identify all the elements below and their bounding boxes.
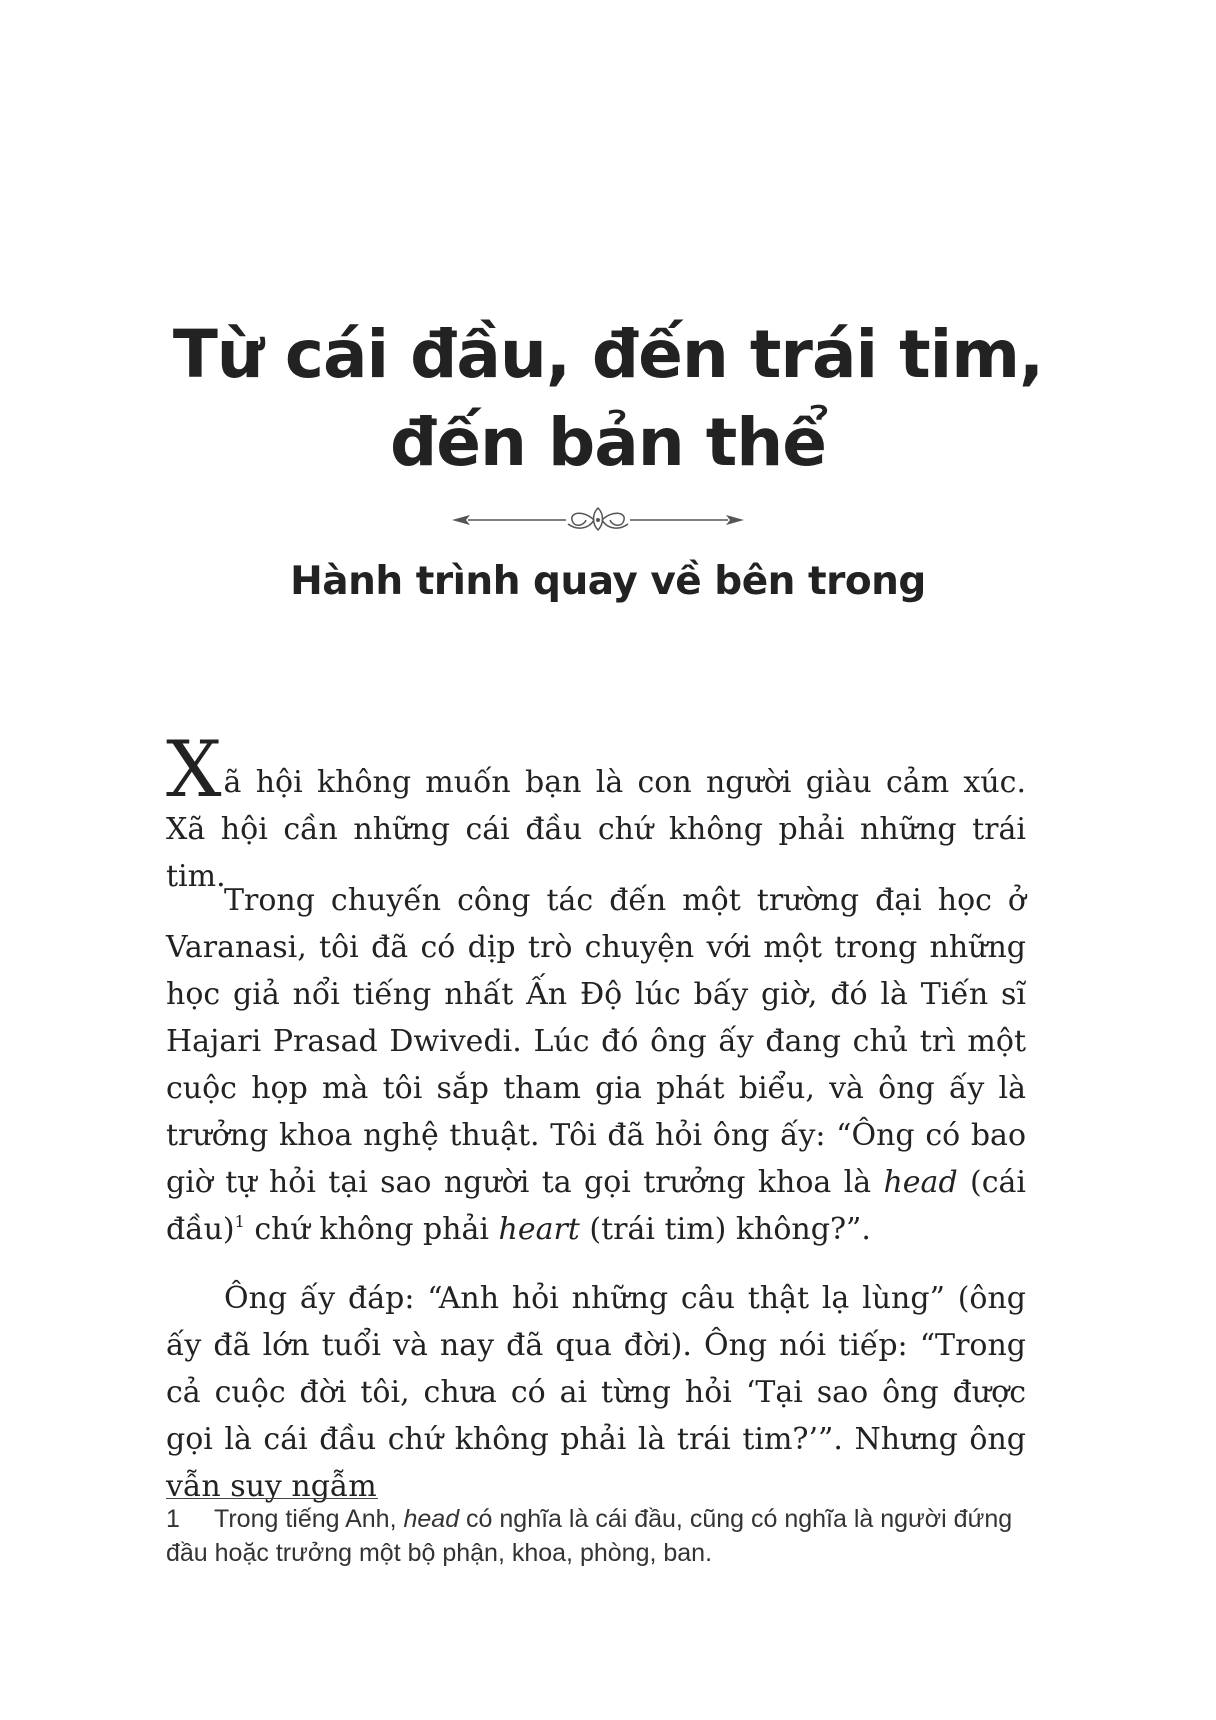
- paragraph-3-text: Ông ấy đáp: “Anh hỏi những câu thật lạ lùng” (ông ấy đã lớn tuổi và nay đã qua đời). Ông nói tiếp: “Trong cả cuộc đời tôi, chưa có ai từng hỏi ‘Tại sao ông được gọi là cái đầu chứ không phải là trái tim?’”. Nhưng ông vẫn suy ngẫm: [166, 1281, 1026, 1504]
- chapter-title-line-1: Từ cái đầu, đến trái tim,: [172, 316, 1044, 393]
- footnote-emphasis: head: [403, 1505, 460, 1533]
- body-paragraph-2: [166, 877, 1026, 1253]
- body-paragraph-1: [166, 725, 1026, 900]
- footnote-divider: [166, 1498, 378, 1499]
- footnote-text-b: có nghĩa là cái đầu, cũng có nghĩa là người đứng đầu hoặc trưởng một bộ phận, khoa, phòng, ban.: [166, 1505, 1013, 1567]
- emphasis-head: head: [883, 1165, 958, 1200]
- chapter-title-line-2: đến bản thể: [389, 404, 826, 481]
- footnote-number: 1: [166, 1505, 180, 1533]
- paragraph-1-text: ã hội không muốn bạn là con người giàu cảm xúc. Xã hội cần những cái đầu chứ không phải những trái tim.: [166, 765, 1026, 894]
- drop-cap: X: [166, 725, 222, 815]
- paragraph-2-text-d: (trái tim) không?”.: [579, 1212, 871, 1247]
- footnote: [166, 1502, 1026, 1570]
- paragraph-2-text-b: (cái đầu): [166, 1165, 1026, 1247]
- footnote-text-a: Trong tiếng Anh,: [214, 1505, 404, 1533]
- emphasis-heart: heart: [498, 1212, 580, 1247]
- decorative-divider-icon: [448, 504, 748, 536]
- footnote-reference[interactable]: 1: [234, 1212, 245, 1231]
- paragraph-2-text-c: chứ không phải: [244, 1212, 499, 1247]
- paragraph-2-text-a: Trong chuyến công tác đến một trường đại học ở Varanasi, tôi đã có dịp trò chuyện với một trong những học giả nổi tiếng nhất Ấn Độ lúc bấy giờ, đó là Tiến sĩ Hajari Prasad Dwivedi. Lúc đó ông ấy đang chủ trì một cuộc họp mà tôi sắp tham gia phát biểu, và ông ấy là trưởng khoa nghệ thuật. Tôi đã hỏi ông ấy: “Ông có bao giờ tự hỏi tại sao người ta gọi trưởng khoa là: [166, 883, 1026, 1200]
- body-paragraph-3: [166, 1275, 1026, 1510]
- chapter-subtitle: Hành trình quay về bên trong: [290, 559, 926, 604]
